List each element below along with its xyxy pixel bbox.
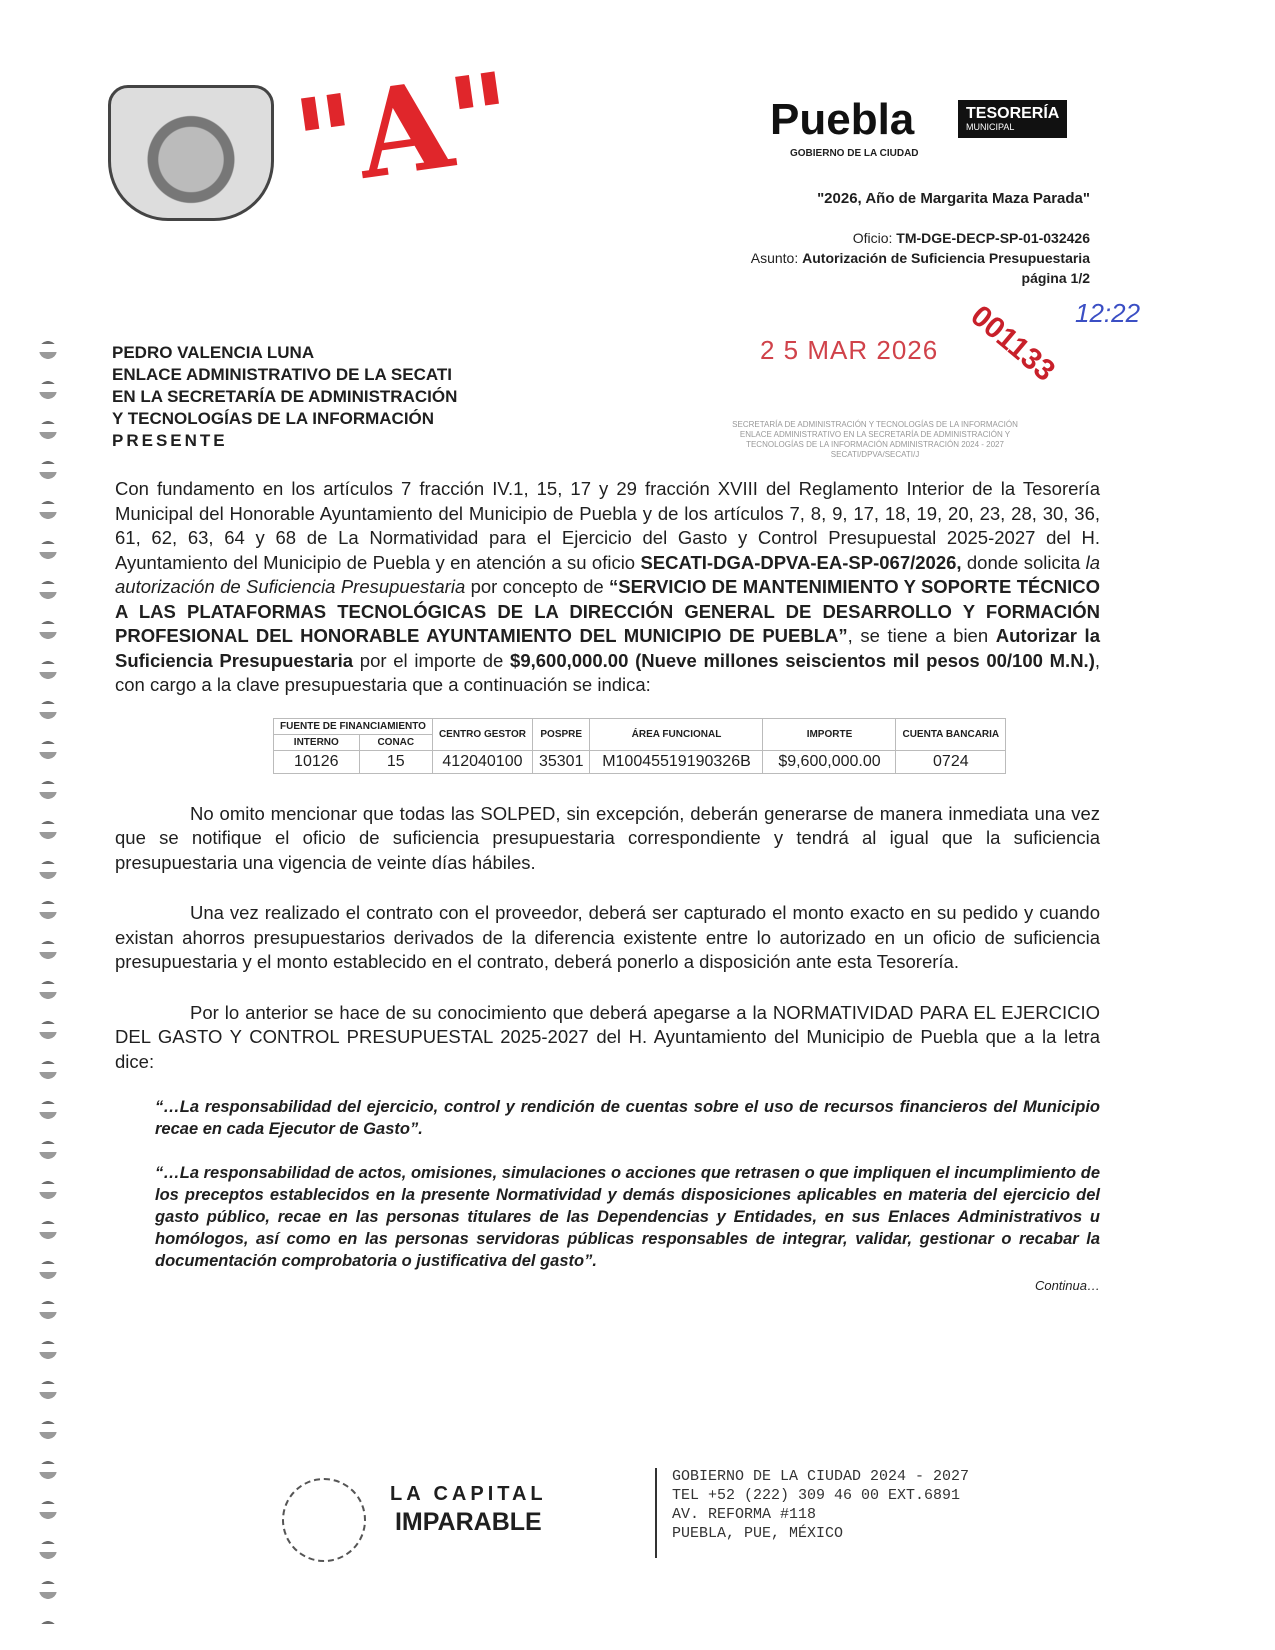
puebla-logo: Puebla xyxy=(770,95,915,144)
year-motto: "2026, Año de Margarita Maza Parada" xyxy=(817,190,1090,207)
contact-phone: TEL +52 (222) 309 46 00 EXT.6891 xyxy=(672,1487,961,1504)
cell-interno: 10126 xyxy=(274,750,360,773)
equality-certification-logo xyxy=(282,1478,366,1562)
text: por el importe de xyxy=(353,649,511,671)
header-area: ÁREA FUNCIONAL xyxy=(590,718,763,750)
quote-responsibility-acts: “…La responsabilidad de actos, omisiones, simulaciones o acciones que retrasen o que impliquen el incumplimiento de los preceptos establecidos en la presente Normatividad y demás disposiciones aplicables en materia del ejercicio del gasto público, recae en las personas titulares de las Dependencias y Entidades, en sus Enlaces Administrativos u homólogos, así como en las personas servidoras públicas responsables de integrar, validar, gestionar o recabar la documentación comprobatoria o justificativa del gasto”. xyxy=(155,1164,1100,1270)
text: Con fundamento en los artículos 7 fracción IV.1, 15, 17 y 29 fracción XVIII del Reglamento Interior de la Tesorería Municipal del Honorable Ayuntamiento del Municipio de Puebla y de los artículos 7, 8, 9, 17, 18, 19, 20, 23, 28, 30, 36, 61, 62, 63, 64 y 68 de La Normatividad para el Ejercicio del Gasto y Control Presupuestal 2025-2027 del H. Ayuntamiento del Municipio de Puebla y en atención a su oficio xyxy=(115,478,1100,573)
page-number: página 1/2 xyxy=(1021,270,1090,286)
presente: PRESENTE xyxy=(112,431,228,450)
document-reference xyxy=(751,228,1090,288)
paragraph-contract: Una vez realizado el contrato con el proveedor, deberá ser capturado el monto exacto en su pedido y cuando existan ahorros presupuestarios derivados de la diferencia existente entre lo autorizado en un oficio de suficiencia presupuestaria y el monto establecido en el contrato, deberá ponerlo a disposición ante esta Tesorería. xyxy=(115,902,1100,972)
budget-key-table xyxy=(273,718,1006,774)
tesoreria-badge xyxy=(958,100,1067,138)
text: por concepto de xyxy=(465,576,610,597)
header-pospre: POSPRE xyxy=(532,718,590,750)
slogan-line2: IMPARABLE xyxy=(394,1508,542,1536)
cell-centro: 412040100 xyxy=(432,750,532,773)
cell-area: M10045519190326B xyxy=(590,750,763,773)
addressee-line: ENLACE ADMINISTRATIVO DE LA SECATI xyxy=(112,365,452,384)
received-stamp-date: 2 5 MAR 2026 xyxy=(760,335,939,365)
slogan-line1: LA CAPITAL xyxy=(390,1483,547,1505)
letter-body xyxy=(115,477,1100,1293)
received-stamp-text: SECRETARÍA DE ADMINISTRACIÓN Y TECNOLOGÍAS DE LA INFORMACIÓN ENLACE ADMINISTRATIVO EN LA SECRETARÍA DE ADMINISTRACIÓN Y TECNOLOGÍAS DE LA INFORMACIÓN ADMINISTRACIÓN 2024 - 2027 SECATI/DPVA/SECATI/J xyxy=(732,420,1018,459)
header-cuenta: CUENTA BANCARIA xyxy=(896,718,1006,750)
header-centro: CENTRO GESTOR xyxy=(432,718,532,750)
paragraph-solped: No omito mencionar que todas las SOLPED, sin excepción, deberán generarse de manera inmediata una vez que se notifique el oficio de suficiencia presupuestaria correspondiente y tendrá al igual que la suficiencia presupuestaria una vigencia de veinte días hábiles. xyxy=(115,802,1100,873)
header-conac: CONAC xyxy=(359,734,432,750)
logo-subtitle: GOBIERNO DE LA CIUDAD xyxy=(790,148,919,159)
handwritten-mark: "A" xyxy=(286,45,522,216)
asunto-value: Autorización de Suficiencia Presupuestaria xyxy=(802,250,1090,266)
decorative-border xyxy=(28,330,78,1630)
paragraph-normatividad: Por lo anterior se hace de su conocimiento que deberá apegarse a la NORMATIVIDAD PARA EL EJERCICIO DEL GASTO Y CONTROL PRESUPUESTAL 2025-2027 del H. Ayuntamiento del Municipio de Puebla que a la letra dice: xyxy=(115,1001,1100,1072)
contact-address: AV. REFORMA #118 xyxy=(672,1506,817,1523)
service-concept: “SERVICIO DE MANTENIMIENTO Y SOPORTE TÉCNICO A LAS PLATAFORMAS TECNOLÓGICAS DE LA DIRECCIÓN GENERAL DE DESARROLLO Y FORMACIÓN PROFESIONAL DEL HONORABLE AYUNTAMIENTO DEL MUNICIPIO DE PUEBLA” xyxy=(115,576,1100,646)
text: donde solicita xyxy=(961,551,1086,573)
footer-divider xyxy=(655,1468,657,1558)
amount: $9,600,000.00 (Nueve millones seiscientos mil pesos 00/100 M.N.) xyxy=(510,649,1095,671)
text: Autorizar la Suficiencia Presupuestaria xyxy=(115,625,1100,671)
text: la autorización de Suficiencia Presupuestaria xyxy=(115,551,1100,597)
cell-importe: $9,600,000.00 xyxy=(763,750,896,773)
header-interno: INTERNO xyxy=(274,734,360,750)
tesoreria-label: TESORERÍA xyxy=(966,105,1060,122)
oficio-label: Oficio: xyxy=(852,230,897,246)
contact-line: GOBIERNO DE LA CIUDAD 2024 - 2027 xyxy=(672,1468,970,1485)
addressee-line: EN LA SECRETARÍA DE ADMINISTRACIÓN xyxy=(112,387,458,406)
cell-cuenta: 0724 xyxy=(896,750,1006,773)
quote-responsibility: “…La responsabilidad del ejercicio, control y rendición de cuentas sobre el uso de recursos financieros del Municipio recae en cada Ejecutor de Gasto”. xyxy=(155,1098,1100,1138)
handwritten-time: 12:22 xyxy=(1075,298,1141,328)
cell-conac: 15 xyxy=(359,750,432,773)
addressee-block xyxy=(112,342,457,452)
contact-city: PUEBLA, PUE, MÉXICO xyxy=(672,1525,844,1542)
footer-contact xyxy=(672,1467,969,1543)
addressee-name: PEDRO VALENCIA LUNA xyxy=(112,343,315,362)
cell-pospre: 35301 xyxy=(532,750,590,773)
addressee-line: Y TECNOLOGÍAS DE LA INFORMACIÓN xyxy=(112,409,435,428)
header-importe: IMPORTE xyxy=(763,718,896,750)
table-row xyxy=(274,750,1006,773)
city-seal-logo xyxy=(108,85,274,221)
header-fuente: FUENTE DE FINANCIAMIENTO xyxy=(274,718,433,734)
oficio-number: TM-DGE-DECP-SP-01-032426 xyxy=(896,230,1090,246)
text: , se tiene a bien xyxy=(847,625,996,646)
municipal-label: MUNICIPAL xyxy=(966,121,1015,132)
slogan-logo xyxy=(390,1480,547,1536)
text: , con cargo a la clave presupuestaria que a continuación se indica: xyxy=(115,649,1100,695)
request-oficio: SECATI-DGA-DPVA-EA-SP-067/2026, xyxy=(640,551,962,573)
continued-label: Continua… xyxy=(1034,1278,1100,1293)
paragraph-authorization xyxy=(115,477,1100,698)
asunto-label: Asunto: xyxy=(750,250,803,266)
received-stamp-number: 001133 xyxy=(964,299,1062,388)
